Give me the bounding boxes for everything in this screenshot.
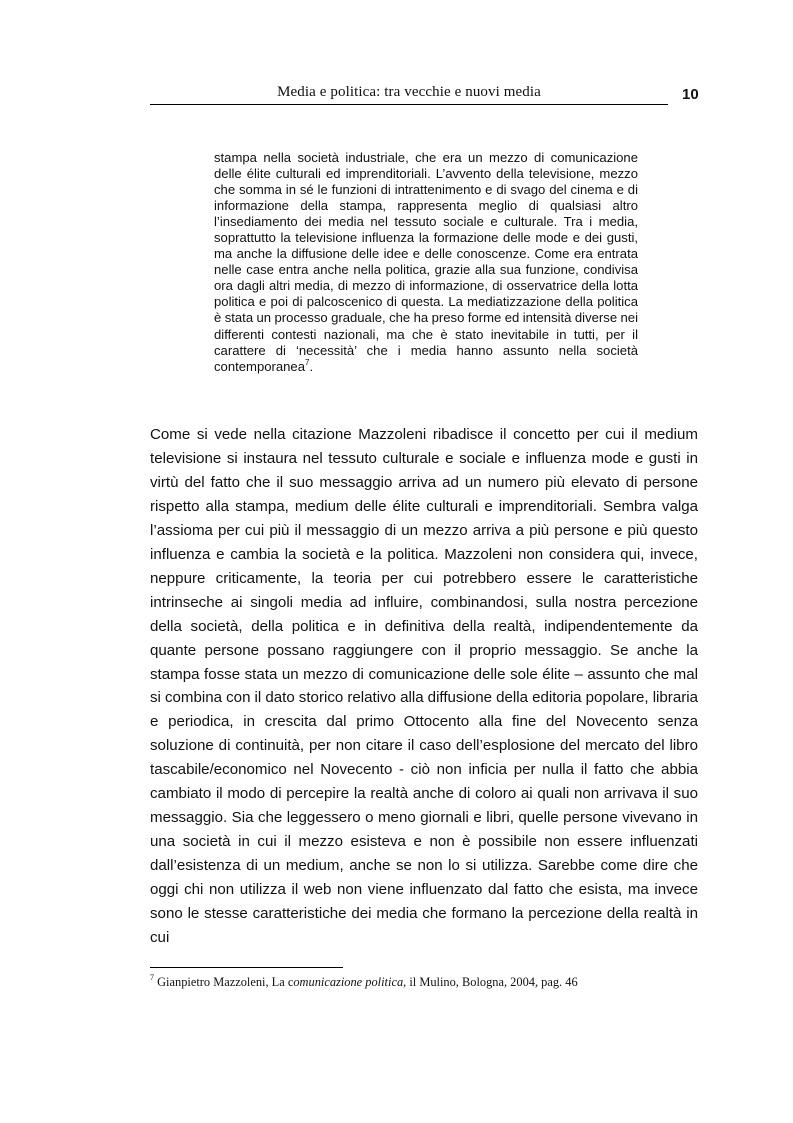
quote-footnote-ref: 7 bbox=[305, 357, 310, 367]
footnote bbox=[150, 974, 698, 990]
header-title: Media e politica: tra vecchie e nuovi media bbox=[277, 84, 541, 100]
running-header bbox=[150, 84, 668, 104]
header-rule bbox=[150, 104, 668, 105]
footnote-title: omunicazione politica bbox=[293, 975, 404, 989]
body-paragraph: Come si vede nella citazione Mazzoleni ribadisce il concetto per cui il medium televisione si instaura nel tessuto culturale e sociale e influenza mode e gusti in virtù del fatto che il suo messaggio arriva ad un numero più elevato di persone rispetto alla stampa, medium delle élite culturali e imprenditoriali. Sembra valga l’assioma per cui più il messaggio di un mezzo arriva a più persone e più questo influenza e cambia la società e la politica. Mazzoleni non considera qui, invece, neppure criticamente, la teoria per cui potrebbero essere le caratteristiche intrinseche ai singoli media ad influire, combinandosi, sulla nostra percezione della società, della politica e in definitiva della realtà, indipendentemente da quante persone possano raggiungere con il proprio messaggio. Se anche la stampa fosse stata un mezzo di comunicazione delle sole élite – assunto che mal si combina con il dato storico relativo alla diffusione della editoria popolare, libraria e periodica, in crescita dal primo Ottocento alla fine del Novecento senza soluzione di continuità, per non citare il caso dell’esplosione del mercato del libro tascabile/economico nel Novecento - ciò non inficia per nulla il fatto che abbia cambiato il modo di percepire la realtà anche di coloro ai quali non arrivava il suo messaggio. Sia che leggessero o meno giornali e libri, quelle persone vivevano in una società in cui il mezzo esisteva e non è possibile non essere influenzati dall’esistenza di un medium, anche se non lo si utilizza. Sarebbe come dire che oggi chi non utilizza il web non viene influenzato dal fatto che esista, ma invece sono le stesse caratteristiche dei media che formano la percezione della realtà in cui bbox=[150, 426, 698, 947]
footnote-rule bbox=[150, 967, 343, 968]
footnote-author: Gianpietro Mazzoleni, La c bbox=[157, 975, 294, 989]
page-number: 10 bbox=[682, 86, 699, 103]
block-quote bbox=[214, 150, 638, 375]
footnote-publication: , il Mulino, Bologna, 2004, pag. 46 bbox=[403, 975, 578, 989]
footnote-number: 7 bbox=[150, 973, 154, 982]
quote-end-punct: . bbox=[309, 358, 314, 374]
quote-text: stampa nella società industriale, che era un mezzo di comunicazione delle élite culturali ed imprenditoriali. L’avvento della televisione, mezzo che somma in sé le funzioni di intrattenimento e di svago del cinema e di informazione della stampa, rappresenta meglio di qualsiasi altro l’insediamento dei media nel tessuto sociale e culturale. Tra i media, soprattutto la televisione influenza la formazione delle mode e dei gusti, ma anche la diffusione delle idee e delle conoscenze. Come era entrata nelle case entra anche nella politica, grazie alla sua funzione, condivisa ora dagli altri media, di mezzo di informazione, di osservatrice della lotta politica e poi di palcoscenico di questa. La mediatizzazione della politica è stata un processo graduale, che ha preso forme ed intensità diverse nei differenti contesti nazionali, ma che è stato inevitabile in tutti, per il carattere di ‘necessità’ che i media hanno assunto nella società contemporanea bbox=[214, 150, 638, 374]
